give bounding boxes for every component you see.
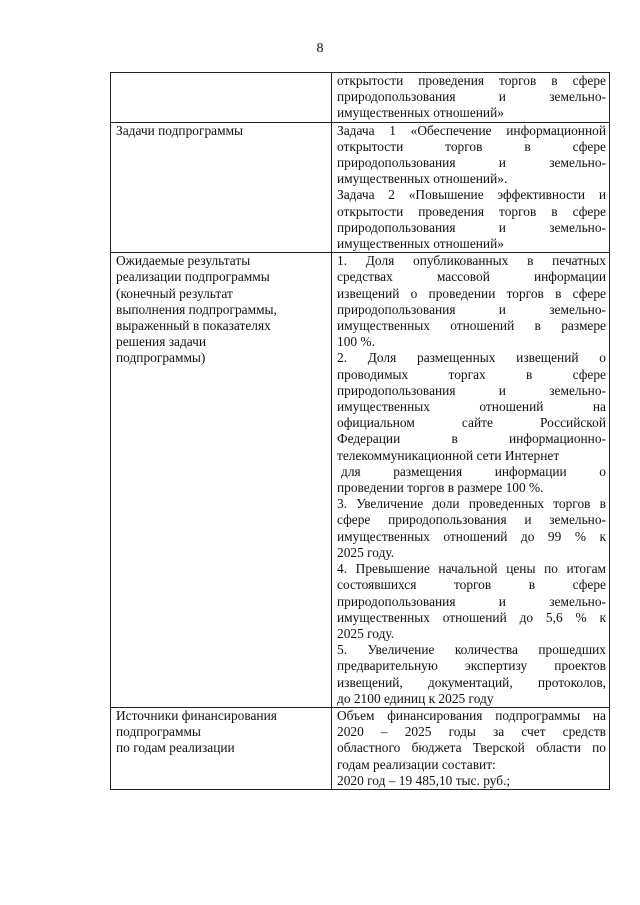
row-content-line: 3. Увеличение доли проведенных торгов в [337,496,606,512]
row-label-cell [111,73,332,123]
row-content-line: имущественных отношений в размере [337,318,606,334]
row-content-line: средствах массовой информации [337,269,606,285]
table-body [111,73,610,790]
row-label-line: Ожидаемые результаты [116,253,251,269]
row-content-line: для размещения информации о [341,463,606,479]
row-content-line: до 2100 единиц к 2025 году [337,690,494,706]
row-content-line: извещений о проведении торгов в сфере [337,285,606,301]
page-number: 8 [316,41,324,56]
row-content-cell [332,73,610,123]
row-content-line: 100 %. [337,334,375,350]
row-content-line: проведении торгов в размере 100 %. [337,480,544,496]
row-content-line: 2. Доля размещенных извещений о [337,350,606,366]
row-content-line: природопользования и земельно- [337,155,606,171]
row-content-line: открытости проведения торгов в сфере [337,203,606,219]
row-content-cell [332,707,610,789]
row-label-line: Задачи подпрограммы [116,122,244,138]
row-content-line: природопользования и земельно- [337,89,606,105]
row-label-line: подпрограммы [116,724,201,740]
row-content-line: телекоммуникационной сети Интернет [337,447,560,463]
row-content-line: 2025 году. [337,544,395,560]
row-content-line: открытости торгов в сфере [337,138,606,154]
row-label-cell [111,707,332,789]
row-content-line: предварительную экспертизу проектов [337,658,606,674]
row-content-line: годам реализации составит: [337,756,496,772]
row-content-line: имущественных отношений» [337,236,504,252]
row-content-line: сфере природопользования и земельно- [337,512,606,528]
row-content-line: 5. Увеличение количества прошедших [337,642,606,658]
row-content-line: природопользования и земельно- [337,382,606,398]
row-label-line: (конечный результат [116,285,233,301]
row-label-cell [111,253,332,708]
row-label-line: по годам реализации [116,740,235,756]
row-label-line: выполнения подпрограммы, [116,301,277,317]
row-content-line: Задача 2 «Повышение эффективности и [337,187,606,203]
row-content-line: открытости проведения торгов в сфере [337,73,606,88]
row-content-line: проводимых торгах в сфере [337,366,606,382]
table-row-funding-sources-row [111,707,610,789]
row-content-line: 2020 год – 19 485,10 тыс. руб.; [337,772,511,788]
row-content-line: официальном сайте Российской [337,415,606,431]
row-label-line: выраженный в показателях [116,318,271,334]
row-content-line: Объем финансирования подпрограммы на [337,707,606,723]
row-content-line: природопользования и земельно- [337,593,606,609]
row-content-cell [332,253,610,708]
row-content-line: имущественных отношений на [337,399,606,415]
row-content-line: 2025 году. [337,625,395,641]
subprogram-passport-table [110,72,610,790]
row-content-line: 2020 – 2025 годы за счет средств [337,724,606,740]
row-content-line: имущественных отношений» [337,105,504,121]
row-content-line: 4. Превышение начальной цены по итогам [337,561,606,577]
row-content-line: имущественных отношений до 5,6 % к [337,609,606,625]
row-content-line: природопользования и земельно- [337,219,606,235]
row-content-line: Федерации в информационно- [337,431,606,447]
row-content-line: 1. Доля опубликованных в печатных [337,253,606,269]
row-content-cell [332,122,610,253]
row-content-line: состоявшихся торгов в сфере [337,577,606,593]
row-content-line: областного бюджета Тверской области по [337,740,606,756]
row-label-cell [111,122,332,253]
table-row-continuation-row [111,73,610,123]
row-content-line: природопользования и земельно- [337,301,606,317]
row-content-line: извещений, документаций, протоколов, [337,674,606,690]
row-label-line: Источники финансирования [116,707,277,723]
row-label-line: подпрограммы) [116,350,206,366]
row-label-line: решения задачи [116,334,207,350]
row-content-line: имущественных отношений». [337,171,508,187]
row-label-line: реализации подпрограммы [116,269,270,285]
table-row-tasks-row [111,122,610,253]
table-row-expected-results-row [111,253,610,708]
row-content-line: имущественных отношений до 99 % к [337,528,606,544]
row-content-line: Задача 1 «Обеспечение информационной [337,122,606,138]
